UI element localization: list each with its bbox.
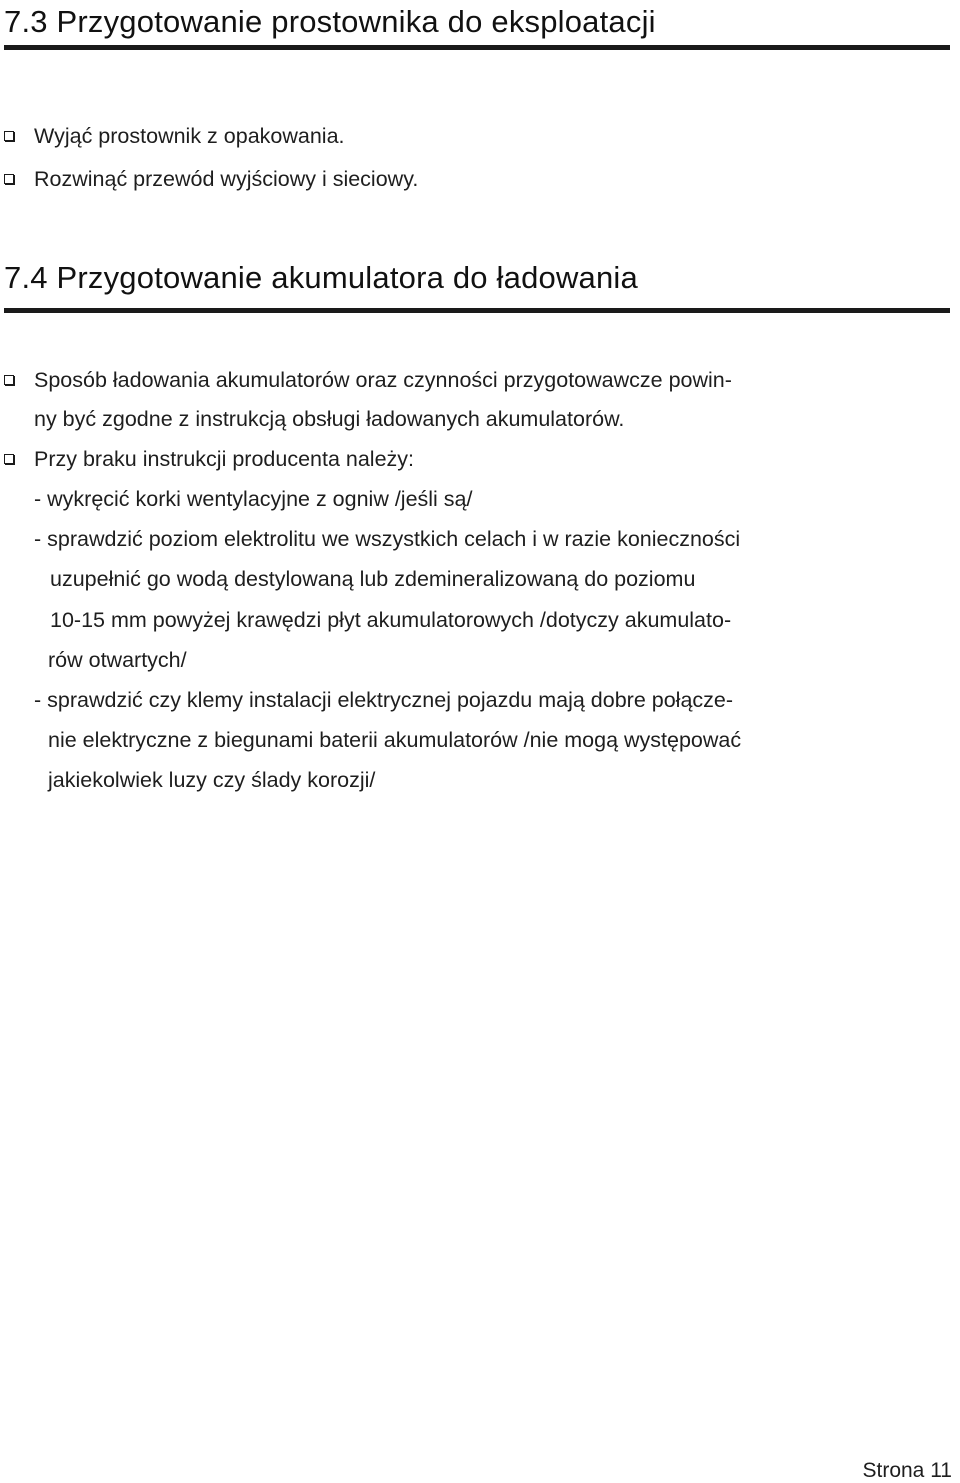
list-item-line: ny być zgodne z instrukcją obsługi ładowanych akumulatorów.	[34, 407, 625, 431]
step-line: - sprawdzić czy klemy instalacji elektrycznej pojazdu mają dobre połącze-	[34, 688, 734, 712]
step-line: - sprawdzić poziom elektrolitu we wszystkich celach i w razie konieczności	[34, 527, 741, 551]
step-line: 10-15 mm powyżej krawędzi płyt akumulatorowych /dotyczy akumulato-	[50, 608, 732, 632]
step-line: uzupełnić go wodą destylowaną lub zdemineralizowaną do poziomu	[50, 567, 696, 591]
list-item-line: Sposób ładowania akumulatorów oraz czynności przygotowawcze powin-	[34, 368, 732, 392]
step-line: rów otwartych/	[48, 648, 187, 672]
section-7-4-title: 7.4 Przygotowanie akumulatora do ładowania	[4, 260, 638, 295]
page-number: Strona 11	[862, 1459, 952, 1482]
step-line: jakiekolwiek luzy czy ślady korozji/	[48, 768, 376, 792]
square-bullet-icon	[4, 375, 14, 385]
step-line: - wykręcić korki wentylacyjne z ogniw /jeśli są/	[34, 487, 473, 511]
square-bullet-icon	[4, 131, 14, 141]
section-7-3-title: 7.3 Przygotowanie prostownika do eksploatacji	[4, 4, 656, 39]
list-item-intro: Przy braku instrukcji producenta należy:	[34, 447, 415, 471]
list-item: Wyjąć prostownik z opakowania.	[34, 124, 345, 148]
section-7-4-divider	[4, 308, 950, 313]
list-item: Rozwinąć przewód wyjściowy i sieciowy.	[34, 167, 419, 191]
square-bullet-icon	[4, 454, 14, 464]
square-bullet-icon	[4, 174, 14, 184]
section-7-3-divider	[4, 45, 950, 50]
step-line: nie elektryczne z biegunami baterii akumulatorów /nie mogą występować	[48, 728, 742, 752]
